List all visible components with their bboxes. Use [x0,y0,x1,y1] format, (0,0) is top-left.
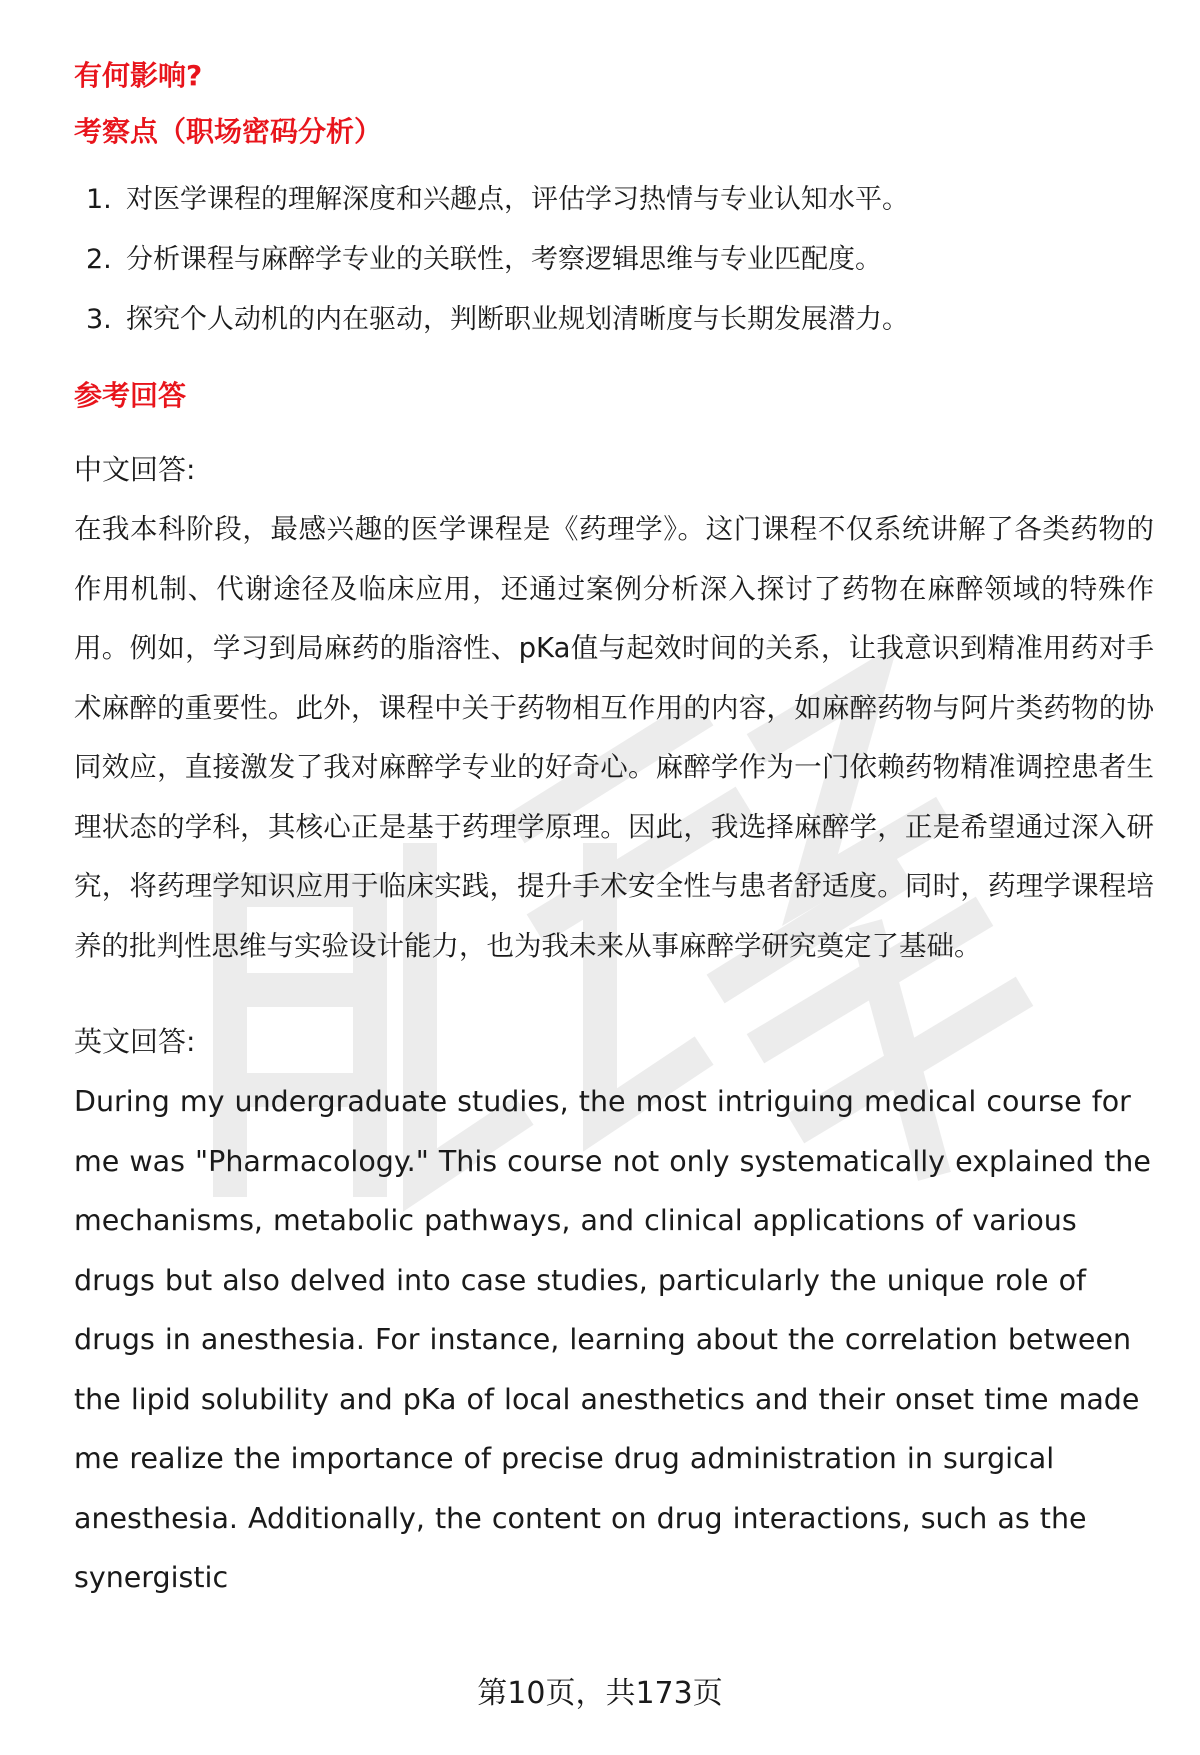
list-item-text: 对医学课程的理解深度和兴趣点，评估学习热情与专业认知水平。 [126,184,909,215]
list-item-number: 1. [86,184,112,215]
reference-answer-heading: 参考回答 [74,379,187,412]
english-answer-label: 英文回答: [74,1025,196,1058]
chinese-answer-label: 中文回答: [74,453,196,486]
list-item-number: 2. [86,244,112,275]
english-answer-text: During my undergraduate studies, the most intriguing medical course for me was "Pharmacology." This course not only systematically explained the mechanisms, metabolic pathways, and clinical applications of various drugs but also delved into case studies, particularly the unique role of drugs in anesthesia. For instance, learning about the correlation between the lipid solubility and pKa of local anesthetics and their onset time made me realize the importance of precise drug administration in surgical anesthesia. Additionally, the content on drug interactions, such as the synergistic [74,1085,1151,1594]
list-item [74,290,1154,350]
exam-points-heading: 考察点（职场密码分析） [74,115,383,148]
list-item-text: 探究个人动机的内在驱动，判断职业规划清晰度与长期发展潜力。 [126,304,909,335]
exam-points-list [74,170,1154,350]
list-item-text: 分析课程与麻醉学专业的关联性，考察逻辑思维与专业匹配度。 [126,244,882,275]
document-page [74,56,1154,1608]
list-item [74,230,1154,290]
list-item [74,170,1154,230]
chinese-answer-text: 在我本科阶段，最感兴趣的医学课程是《药理学》。这门课程不仅系统讲解了各类药物的作用机制、代谢途径及临床应用，还通过案例分析深入探讨了药物在麻醉领域的特殊作用。例如，学习到局麻药的脂溶性、pKa值与起效时间的关系，让我意识到精准用药对手术麻醉的重要性。此外，课程中关于药物相互作用的内容，如麻醉药物与阿片类药物的协同效应，直接激发了我对麻醉学专业的好奇心。麻醉学作为一门依赖药物精准调控患者生理状态的学科，其核心正是基于药理学原理。因此，我选择麻醉学，正是希望通过深入研究，将药理学知识应用于临床实践，提升手术安全性与患者舒适度。同时，药理学课程培养的批判性思维与实验设计能力，也为我未来从事麻醉学研究奠定了基础。 [74,513,1154,962]
page-number: 第10页，共173页 [477,1676,723,1711]
list-item-number: 3. [86,304,112,335]
impact-heading: 有何影响? [74,59,203,92]
